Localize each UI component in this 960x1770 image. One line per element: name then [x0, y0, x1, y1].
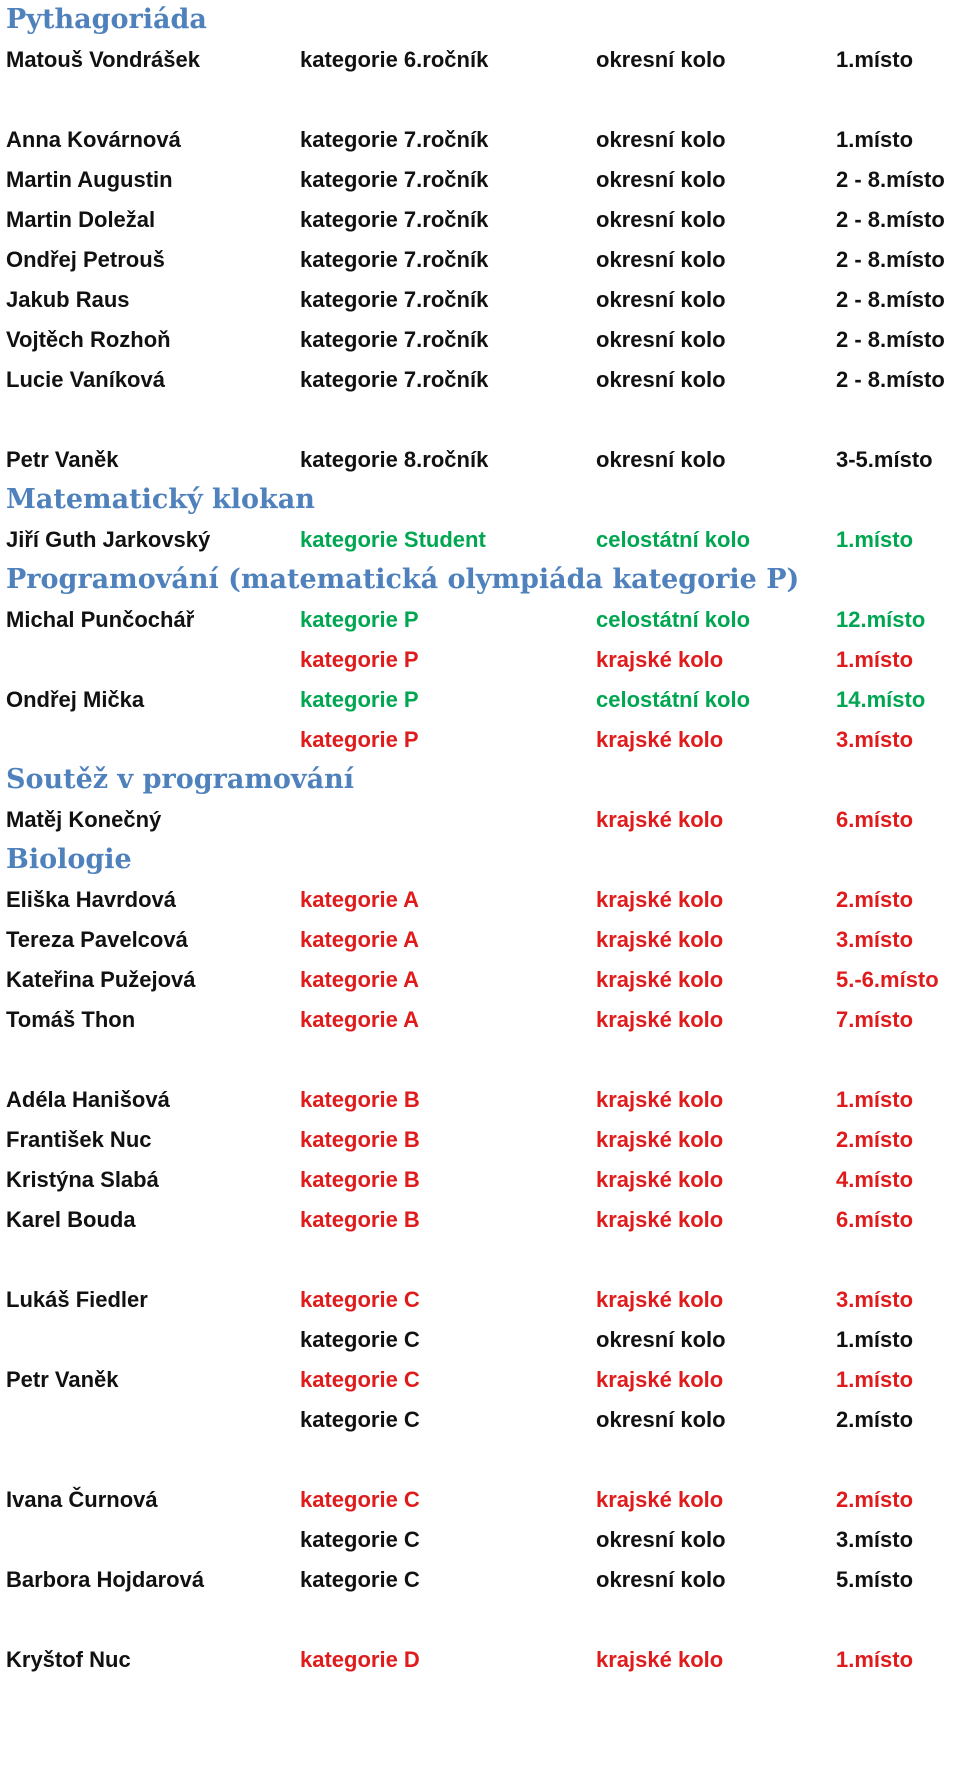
result-row	[6, 120, 956, 160]
row-spacer	[6, 1600, 956, 1640]
result-round: krajské kolo	[596, 1207, 724, 1232]
result-place: 1.místo	[836, 1367, 914, 1392]
student-name: Martin Doležal	[6, 207, 156, 232]
result-category: kategorie P	[300, 647, 419, 672]
result-row	[6, 440, 956, 480]
result-row	[6, 1120, 956, 1160]
result-category: kategorie A	[300, 967, 420, 992]
result-row	[6, 1320, 956, 1360]
result-row	[6, 1520, 956, 1560]
result-round: krajské kolo	[596, 1647, 724, 1672]
student-name: Karel Bouda	[6, 1207, 136, 1232]
result-place: 3.místo	[836, 727, 914, 752]
result-row	[6, 960, 956, 1000]
result-place: 1.místo	[836, 1647, 914, 1672]
result-round: celostátní kolo	[596, 687, 751, 712]
competition-section	[6, 840, 956, 1680]
result-row	[6, 720, 956, 760]
result-row	[6, 1280, 956, 1320]
student-name: Petr Vaněk	[6, 447, 119, 472]
result-round: krajské kolo	[596, 887, 724, 912]
result-place: 1.místo	[836, 647, 914, 672]
result-category: kategorie C	[300, 1367, 420, 1392]
result-category: kategorie C	[300, 1407, 420, 1432]
result-place: 2.místo	[836, 887, 914, 912]
student-name: Anna Kovárnová	[6, 127, 181, 152]
row-spacer	[6, 1040, 956, 1080]
result-place: 6.místo	[836, 1207, 914, 1232]
result-row	[6, 1360, 956, 1400]
result-row	[6, 360, 956, 400]
student-name: Jakub Raus	[6, 287, 130, 312]
result-place: 14.místo	[836, 687, 926, 712]
result-round: krajské kolo	[596, 1087, 724, 1112]
result-category: kategorie 7.ročník	[300, 167, 489, 192]
result-row	[6, 1080, 956, 1120]
result-category: kategorie 7.ročník	[300, 247, 489, 272]
student-name: Kryštof Nuc	[6, 1647, 131, 1672]
student-name: Ondřej Mička	[6, 687, 145, 712]
result-row	[6, 1400, 956, 1440]
result-place: 7.místo	[836, 1007, 914, 1032]
result-round: okresní kolo	[596, 127, 726, 152]
result-round: krajské kolo	[596, 727, 724, 752]
result-place: 2 - 8.místo	[836, 327, 945, 352]
result-category: kategorie 7.ročník	[300, 367, 489, 392]
competition-section	[6, 560, 956, 760]
result-round: okresní kolo	[596, 167, 726, 192]
student-name: Matouš Vondrášek	[6, 47, 200, 72]
student-name: Matěj Konečný	[6, 807, 162, 832]
result-row	[6, 920, 956, 960]
result-category: kategorie B	[300, 1087, 420, 1112]
result-category: kategorie 7.ročník	[300, 287, 489, 312]
section-title: Soutěž v programování	[6, 764, 354, 795]
student-name: Tereza Pavelcová	[6, 927, 188, 952]
result-round: krajské kolo	[596, 927, 724, 952]
result-category: kategorie 7.ročník	[300, 327, 489, 352]
result-category: kategorie B	[300, 1167, 420, 1192]
result-place: 2.místo	[836, 1407, 914, 1432]
row-spacer	[6, 1240, 956, 1280]
result-place: 2.místo	[836, 1127, 914, 1152]
result-category: kategorie A	[300, 887, 420, 912]
competition-section	[6, 760, 956, 840]
student-name: Lucie Vaníková	[6, 367, 165, 392]
result-category: kategorie 7.ročník	[300, 207, 489, 232]
student-name: Ivana Čurnová	[6, 1487, 158, 1512]
result-place: 3.místo	[836, 927, 914, 952]
result-category: kategorie P	[300, 727, 419, 752]
result-row	[6, 880, 956, 920]
result-round: krajské kolo	[596, 647, 724, 672]
result-row	[6, 40, 956, 80]
result-category: kategorie 6.ročník	[300, 47, 489, 72]
student-name: Ondřej Petrouš	[6, 247, 165, 272]
row-spacer	[6, 1440, 956, 1480]
competition-section	[6, 480, 956, 560]
result-row	[6, 240, 956, 280]
student-name: Barbora Hojdarová	[6, 1567, 205, 1592]
result-place: 1.místo	[836, 127, 914, 152]
result-round: okresní kolo	[596, 1567, 726, 1592]
result-category: kategorie C	[300, 1487, 420, 1512]
result-category: kategorie B	[300, 1207, 420, 1232]
result-category: kategorie Student	[300, 527, 486, 552]
result-place: 1.místo	[836, 47, 914, 72]
result-round: okresní kolo	[596, 447, 726, 472]
result-row	[6, 520, 956, 560]
result-category: kategorie D	[300, 1647, 420, 1672]
result-row	[6, 1000, 956, 1040]
result-place: 2 - 8.místo	[836, 167, 945, 192]
result-round: krajské kolo	[596, 967, 724, 992]
result-row	[6, 1560, 956, 1600]
result-category: kategorie C	[300, 1567, 420, 1592]
result-place: 6.místo	[836, 807, 914, 832]
result-category: kategorie A	[300, 927, 420, 952]
result-row	[6, 640, 956, 680]
result-round: okresní kolo	[596, 327, 726, 352]
result-place: 2 - 8.místo	[836, 287, 945, 312]
row-spacer	[6, 80, 956, 120]
result-round: okresní kolo	[596, 47, 726, 72]
result-category: kategorie 8.ročník	[300, 447, 489, 472]
result-category: kategorie B	[300, 1127, 420, 1152]
result-category: kategorie P	[300, 607, 419, 632]
result-round: okresní kolo	[596, 247, 726, 272]
student-name: Tomáš Thon	[6, 1007, 136, 1032]
result-place: 1.místo	[836, 1327, 914, 1352]
section-title: Programování (matematická olympiáda kategorie P)	[6, 564, 800, 595]
student-name: Eliška Havrdová	[6, 887, 176, 912]
result-row	[6, 600, 956, 640]
result-place: 3.místo	[836, 1527, 914, 1552]
result-category: kategorie C	[300, 1327, 420, 1352]
section-title: Pythagoriáda	[6, 4, 207, 35]
result-round: krajské kolo	[596, 1167, 724, 1192]
result-row	[6, 680, 956, 720]
result-place: 2 - 8.místo	[836, 247, 945, 272]
student-name: František Nuc	[6, 1127, 152, 1152]
result-place: 2.místo	[836, 1487, 914, 1512]
result-place: 2 - 8.místo	[836, 367, 945, 392]
section-title: Matematický klokan	[6, 484, 315, 515]
result-row	[6, 800, 956, 840]
result-place: 3-5.místo	[836, 447, 933, 472]
row-spacer	[6, 400, 956, 440]
result-round: okresní kolo	[596, 207, 726, 232]
result-round: krajské kolo	[596, 807, 724, 832]
result-place: 5.místo	[836, 1567, 914, 1592]
student-name: Petr Vaněk	[6, 1367, 119, 1392]
result-place: 1.místo	[836, 1087, 914, 1112]
result-category: kategorie 7.ročník	[300, 127, 489, 152]
student-name: Kristýna Slabá	[6, 1167, 159, 1192]
result-round: krajské kolo	[596, 1487, 724, 1512]
section-title: Biologie	[6, 844, 132, 875]
result-row	[6, 1640, 956, 1680]
result-round: okresní kolo	[596, 1407, 726, 1432]
result-round: celostátní kolo	[596, 607, 751, 632]
result-category: kategorie A	[300, 1007, 420, 1032]
result-row	[6, 1480, 956, 1520]
result-round: krajské kolo	[596, 1287, 724, 1312]
student-name: Jiří Guth Jarkovský	[6, 527, 211, 552]
result-category: kategorie C	[300, 1527, 420, 1552]
result-place: 3.místo	[836, 1287, 914, 1312]
student-name: Martin Augustin	[6, 167, 173, 192]
result-category: kategorie P	[300, 687, 419, 712]
result-row	[6, 280, 956, 320]
result-row	[6, 1200, 956, 1240]
result-round: krajské kolo	[596, 1007, 724, 1032]
result-category: kategorie C	[300, 1287, 420, 1312]
result-round: krajské kolo	[596, 1127, 724, 1152]
result-round: okresní kolo	[596, 1327, 726, 1352]
result-place: 1.místo	[836, 527, 914, 552]
student-name: Lukáš Fiedler	[6, 1287, 148, 1312]
student-name: Michal Punčochář	[6, 607, 195, 632]
student-name: Kateřina Pužejová	[6, 967, 196, 992]
result-row	[6, 200, 956, 240]
competition-section	[6, 0, 956, 480]
result-round: krajské kolo	[596, 1367, 724, 1392]
result-row	[6, 160, 956, 200]
result-place: 4.místo	[836, 1167, 914, 1192]
result-row	[6, 320, 956, 360]
result-round: okresní kolo	[596, 1527, 726, 1552]
results-document	[6, 0, 956, 1680]
result-round: okresní kolo	[596, 367, 726, 392]
result-place: 12.místo	[836, 607, 926, 632]
student-name: Vojtěch Rozhoň	[6, 327, 171, 352]
student-name: Adéla Hanišová	[6, 1087, 170, 1112]
result-round: okresní kolo	[596, 287, 726, 312]
result-row	[6, 1160, 956, 1200]
result-place: 2 - 8.místo	[836, 207, 945, 232]
result-place: 5.-6.místo	[836, 967, 939, 992]
result-round: celostátní kolo	[596, 527, 751, 552]
